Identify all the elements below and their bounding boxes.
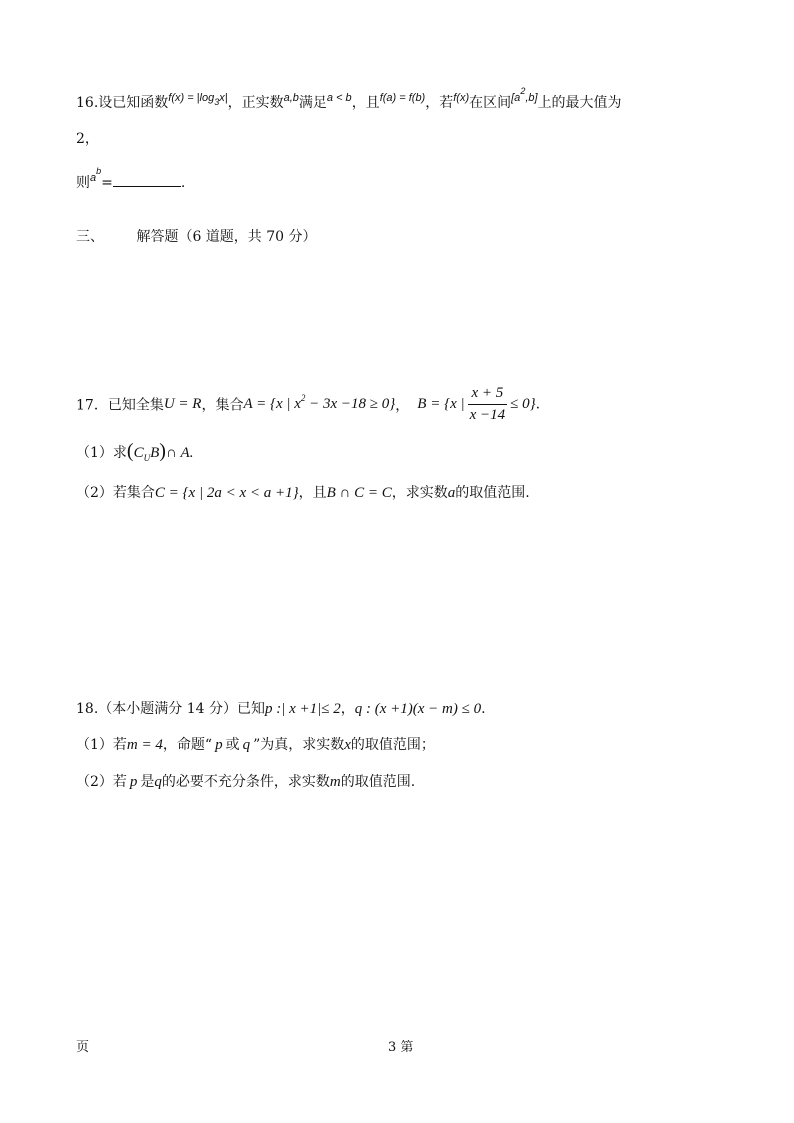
- q18-number: 18.（本小题满分 14 分）已知: [76, 701, 265, 717]
- section-title: 解答题（6 道题，共 70 分）: [136, 229, 317, 245]
- q17-fraction: $\frac{x + 5}{x -14}$: [469, 385, 506, 423]
- q18-stem: 18.（本小题满分 14 分）已知p :| x +1|≤ 2，q : (x +1)(x − m) ≤ 0.: [76, 701, 486, 717]
- q17-set-a: A = {x | $x^2 - 3x -18 \ge 0$}: [243, 393, 396, 412]
- q16-answer-blank[interactable]: [113, 174, 181, 187]
- q18-part1: （1）若m = 4，命题“ p 或 q ”为真，求实数x的取值范围；: [76, 737, 435, 753]
- q17-part1: （1）求$(C_UB)\cap$ A.: [76, 440, 194, 463]
- footer-left: 页: [76, 1040, 90, 1055]
- q17-set-b: B = {x | $\frac{x + 5}{x -14}$ ≤ 0}: [417, 385, 536, 423]
- q17-stem: 17．已知全集U = R，集合A = {x | $x^2 - 3x -18 \ge 0$}， B = {x | $\frac{x + 5}{x -14}$ ≤ 0}.: [76, 385, 541, 423]
- q16-line3: 则$^{a^b}$= .: [76, 166, 186, 191]
- q16-line2: 2，: [76, 131, 99, 147]
- q16-function: f(x) = |log3x|: [168, 92, 228, 107]
- section-heading: [76, 226, 317, 246]
- q16-number: 16.: [76, 95, 99, 111]
- q16-interval: [a2,b]: [511, 86, 538, 104]
- q18-part2: （2）若 p 是q的必要不充分条件，求实数m的取值范围.: [76, 774, 416, 790]
- q16-line1: 16.设已知函数$^{f(x) = |log_3x|}$，正实数$^{a,b}$满足$^{a < b}$，且$^{f(a) = f(b)}$，若$^{f(x)}$在区间[a2,b]上的最大值为: [76, 86, 622, 111]
- footer-page-number: 3 第: [388, 1040, 414, 1055]
- q17-number: 17．已知全集: [76, 397, 164, 414]
- q17-part2: （2）若集合C = {x | 2a < x < a +1}，且B ∩ C = C，求实数a的取值范围.: [76, 485, 530, 501]
- q16-power: ab: [90, 166, 102, 184]
- section-number: 三、: [76, 229, 104, 245]
